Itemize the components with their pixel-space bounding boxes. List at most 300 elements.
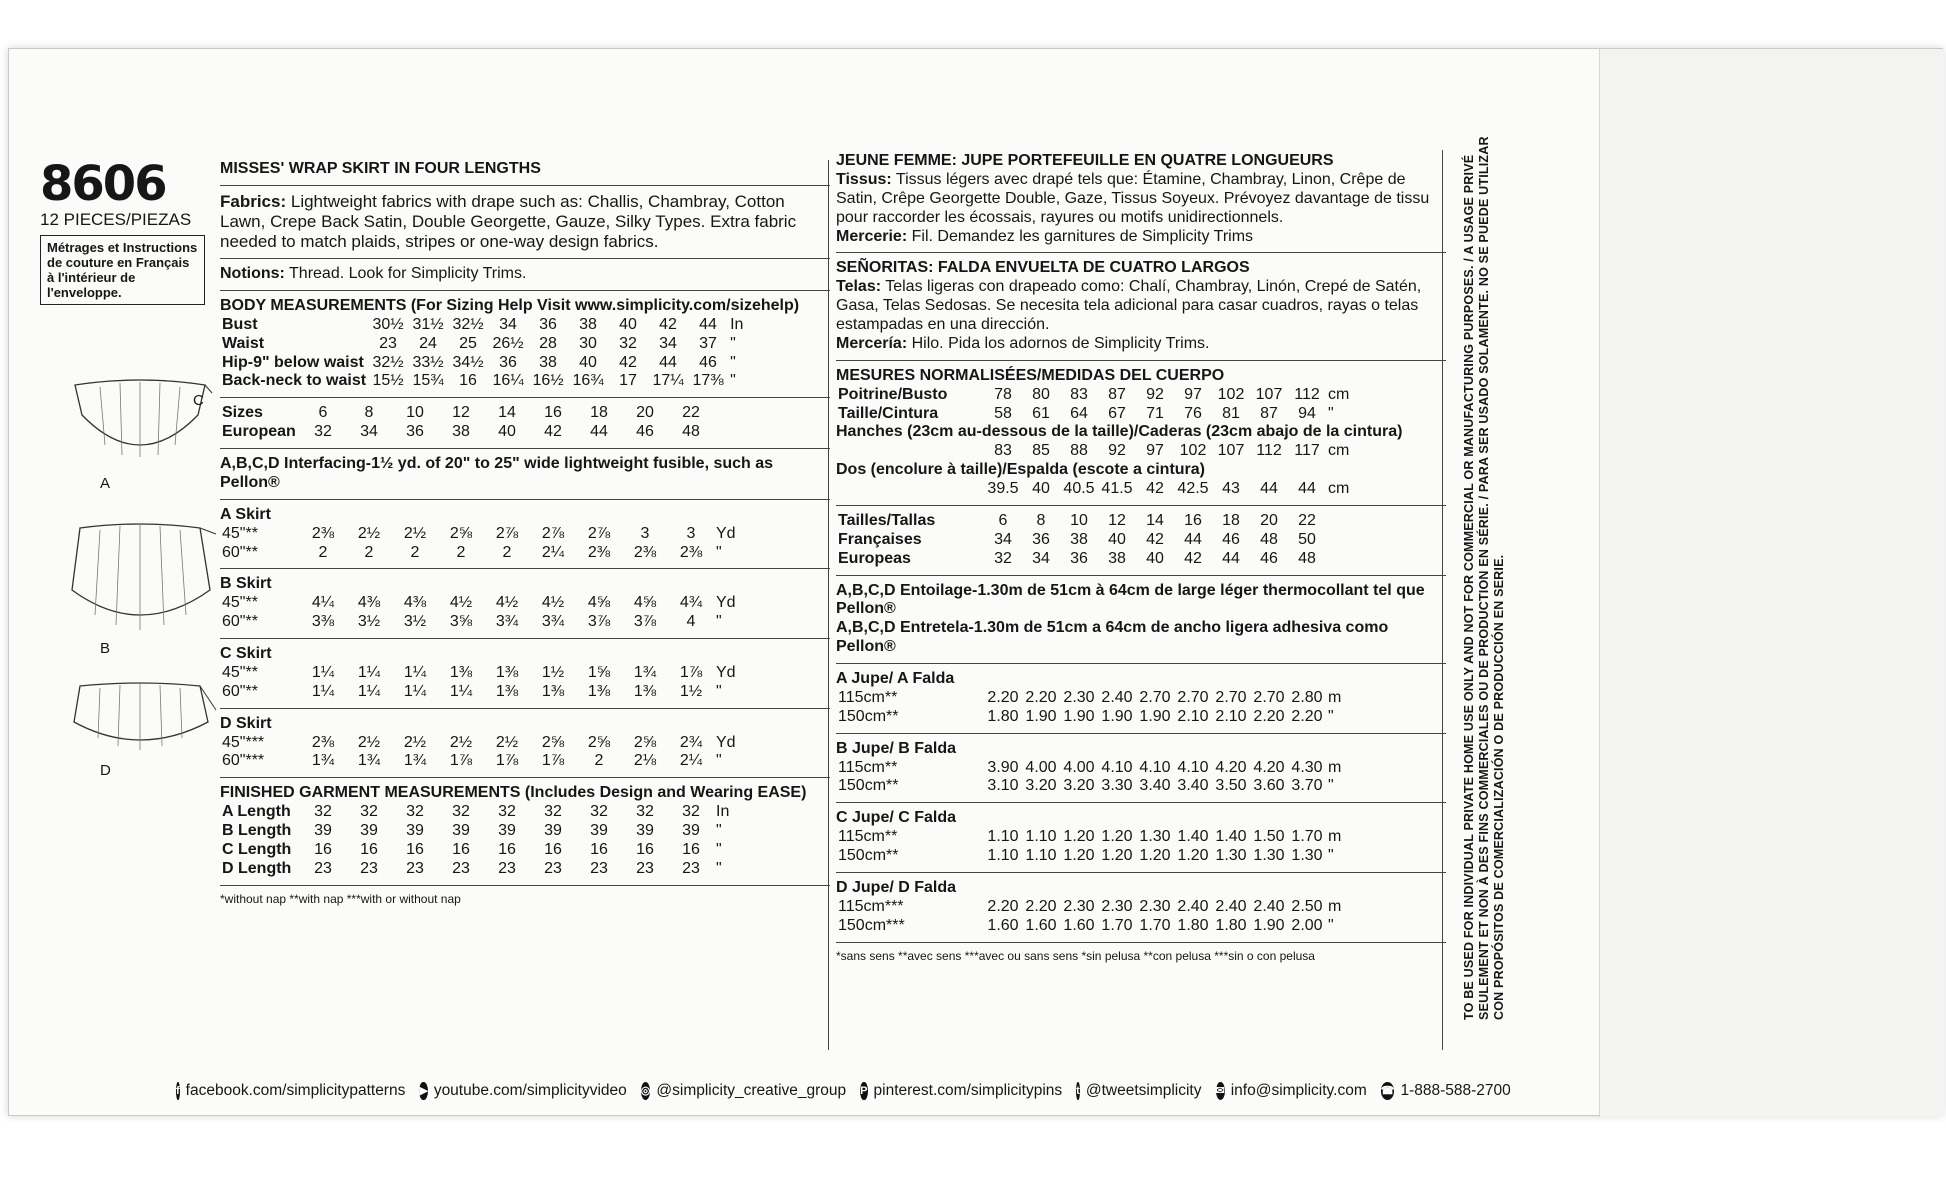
table-cell: 1.70 (1291, 828, 1323, 846)
unit-cell: " (716, 752, 722, 770)
table-cell: 4.20 (1215, 758, 1247, 776)
fabric-width: 150cm*** (838, 916, 905, 934)
yardage-table (836, 898, 1343, 936)
table-cell: 2.10 (1177, 707, 1209, 725)
table-cell: 6 (998, 511, 1008, 529)
table-row (220, 354, 745, 373)
table-cell: 1.80 (1177, 916, 1209, 934)
table-cell: 1½ (541, 663, 565, 681)
unit-cell (1326, 531, 1330, 550)
table-row (220, 752, 738, 771)
table-cell: 22 (1298, 511, 1316, 529)
table-cell: 2⅜ (587, 543, 611, 561)
table-cell: 34 (360, 423, 378, 441)
table-cell: 32 (619, 334, 637, 352)
telas-text: Telas ligeras con drapeado como: Chalí, Chambray, Linón, Crepé de Satén, Gasa, Telas Sedosas. Se necesita tela adicional para casar cuadros, rayas o telas estampadas en una dirección. (836, 278, 1422, 333)
table-cell: 39 (498, 822, 516, 840)
table-cell: 80 (1032, 385, 1050, 403)
table-cell: 40.5 (1063, 480, 1095, 497)
table-row (836, 386, 1351, 405)
table-cell: 2.30 (1139, 897, 1171, 915)
table-cell: 76 (1184, 404, 1202, 422)
yardage-view-heading: B Skirt (220, 575, 272, 593)
table-cell: 2⅝ (633, 733, 657, 751)
fabrics-text: Lightweight fabrics with drape such as: Challis, Chambray, Cotton Lawn, Crepe Back Satin, Double Georgette, Gauze, Silky Types. Extra fabric needed to match plaids, stripes or one-way design fabrics. (220, 191, 797, 251)
table-cell: 18 (590, 404, 608, 422)
table-cell: 2⅞ (587, 524, 611, 542)
unit-cell: " (1328, 777, 1334, 795)
social-footer (168, 1082, 1511, 1100)
table-row (220, 372, 745, 391)
tissus-text: Tissus légers avec drapé tels que: Étamine, Chambray, Linon, Crêpe de Satin, Crêpe Georgette Double, Gaze, Tissus Soyeux. Prévoyez davantage de tissu pour raccorder les écossais, rayures ou motifs unidirectionnels. (836, 170, 1430, 226)
table-cell: 2 (364, 543, 374, 561)
yardage-view-heading: A Jupe/ A Falda (836, 670, 955, 687)
table-cell: 36 (1070, 549, 1088, 567)
table-cell: 2.30 (1063, 897, 1095, 915)
table-cell: 97 (1184, 385, 1202, 403)
yardage-view-heading: B Jupe/ B Falda (836, 739, 957, 757)
table-row (220, 335, 745, 354)
fabric-width: 45"*** (222, 733, 265, 751)
table-cell: 40 (1032, 480, 1050, 497)
table-cell: 42 (1184, 549, 1202, 567)
french-spanish-column (836, 152, 1446, 963)
table-cell: 2.70 (1253, 688, 1285, 706)
legal-notice: TO BE USED FOR INDIVIDUAL PRIVATE HOME USE ONLY AND NOT FOR COMMERCIAL OR MANUFACTURING PURPOSES. / A USAGE PRIVÉ SEULEMENT ET NON À DES FINS COMMERCIALES OU DE PRODUCTION EN SÉRIE. / PARA SER USADO SOLAMENTE. NO SE PUEDE UTILIZAR CON PROPÓSITOS DE COMERCIALIZACIÓN O DE PRODUCCIÓN EN SERIE. (1462, 136, 1506, 1020)
table-cell: 38 (1070, 530, 1088, 548)
table-cell: 16¾ (572, 372, 604, 390)
table-cell: 40 (619, 315, 637, 333)
unit-cell: Yd (716, 733, 736, 751)
table-cell: 1¾ (357, 752, 381, 770)
pattern-info-column (40, 156, 220, 940)
finished-heading: FINISHED GARMENT MEASUREMENTS (Includes Design and Wearing EASE) (220, 784, 807, 802)
table-cell: 4½ (541, 594, 565, 612)
table-cell: 34 (499, 315, 517, 333)
table-cell: 112 (1256, 442, 1282, 460)
table-cell: 20 (1260, 511, 1278, 529)
table-cell: 1¼ (403, 663, 427, 681)
unit-cell: " (730, 372, 736, 390)
table-cell: 23 (498, 859, 516, 877)
row-label: Bust (222, 315, 258, 333)
row-label: A Length (222, 803, 291, 821)
table-cell: 40 (1146, 549, 1164, 567)
table-cell: 17 (619, 372, 637, 390)
table-cell: 8 (1036, 511, 1046, 529)
table-cell: 3 (640, 524, 650, 542)
table-cell: 1.90 (1139, 707, 1171, 725)
table-cell: 3.20 (1025, 777, 1057, 795)
yardage-view-heading: C Jupe/ C Falda (836, 809, 957, 827)
table-cell: 4¾ (679, 594, 703, 612)
table-cell: 42 (544, 423, 562, 441)
table-cell: 34½ (452, 353, 484, 371)
footer-link[interactable]: info@simplicity.com (1230, 1082, 1367, 1099)
table-cell: 38 (579, 315, 597, 333)
table-cell: 2⅜ (311, 733, 335, 751)
table-row (220, 594, 738, 613)
fabric-width: 150cm** (838, 777, 899, 795)
table-row (836, 512, 1330, 531)
dos-label: Dos (encolure à taille)/Espalda (escote a cintura) (836, 461, 1205, 479)
facebook-icon: f (176, 1082, 180, 1100)
table-cell: 2.50 (1291, 897, 1323, 915)
unit-cell: m (1328, 758, 1342, 776)
table-cell: 1.90 (1253, 916, 1285, 934)
unit-cell: " (730, 334, 736, 352)
table-cell: 12 (1108, 511, 1126, 529)
table-cell: 1.80 (1215, 916, 1247, 934)
table-cell: 2.30 (1063, 688, 1095, 706)
table-cell: 14 (498, 404, 516, 422)
unit-cell: " (716, 840, 722, 858)
table-cell: 1.30 (1291, 847, 1323, 864)
unit-cell: Yd (716, 663, 736, 681)
table-cell: 61 (1032, 404, 1050, 422)
table-cell: 8 (364, 404, 374, 422)
table-row (836, 777, 1343, 796)
table-cell: 3.90 (987, 758, 1019, 776)
table-cell: 1.20 (1101, 828, 1133, 846)
table-row (836, 442, 1351, 461)
table-cell: 1.30 (1139, 828, 1171, 846)
table-cell: 39 (590, 822, 608, 840)
body-measurements-heading: BODY MEASUREMENTS (For Sizing Help Visit www.simplicity.com/sizehelp) (220, 296, 800, 314)
table-cell: 2.20 (987, 688, 1019, 706)
table-cell: 3.70 (1291, 777, 1323, 795)
table-cell: 28 (539, 334, 557, 352)
table-cell: 42.5 (1177, 480, 1209, 497)
row-label: D Length (222, 859, 292, 877)
table-cell: 3.60 (1253, 777, 1285, 795)
table-cell: 16 (590, 840, 608, 858)
fabric-width: 60"** (222, 613, 258, 631)
table-cell: 83 (994, 442, 1012, 460)
entoilage-text: A,B,C,D Entoilage-1.30m de 51cm à 64cm de large léger thermocollant tel que Pellon® (836, 581, 1425, 618)
table-cell: 1⅜ (495, 682, 519, 700)
table-cell: 16 (544, 404, 562, 422)
table-cell: 3.30 (1101, 777, 1133, 795)
table-cell: 6 (318, 404, 328, 422)
table-cell: 87 (1108, 385, 1126, 403)
table-cell: 1.20 (1063, 847, 1095, 864)
hanches-label: Hanches (23cm au-dessous de la taille)/Caderas (23cm abajo de la cintura) (836, 423, 1403, 441)
table-cell: 1¾ (633, 663, 657, 681)
table-cell: 23 (452, 859, 470, 877)
yardage-section (220, 506, 830, 779)
table-cell: 32½ (452, 315, 484, 333)
table-cell: 40 (579, 353, 597, 371)
table-cell: 2¼ (541, 543, 565, 561)
footer-link[interactable]: @simplicity_creative_group (656, 1082, 847, 1099)
table-cell: 1.20 (1101, 847, 1133, 864)
table-cell: 1¼ (357, 663, 381, 681)
table-cell: 2.40 (1253, 897, 1285, 915)
table-cell: 40 (498, 423, 516, 441)
table-cell: 43 (1222, 480, 1240, 497)
table-cell: 1.60 (987, 916, 1019, 934)
table-row (220, 803, 731, 822)
unit-cell: " (1328, 404, 1334, 422)
unit-cell: m (1328, 828, 1342, 846)
table-cell: 24 (419, 334, 437, 352)
table-cell: 2¼ (679, 752, 703, 770)
merceria-text: Hilo. Pida los adornos de Simplicity Trims. (911, 334, 1210, 352)
table-cell: 46 (699, 353, 717, 371)
view-b-label: B (100, 640, 111, 657)
table-cell: 38 (452, 423, 470, 441)
table-cell: 36 (406, 423, 424, 441)
table-row (220, 734, 738, 753)
table-cell: 85 (1032, 442, 1050, 460)
row-label: Waist (222, 334, 265, 352)
table-cell: 3.40 (1139, 777, 1171, 795)
pinterest-icon: P (860, 1082, 867, 1100)
table-cell: 4.30 (1291, 758, 1323, 776)
table-cell: 30 (579, 334, 597, 352)
table-cell: 67 (1108, 404, 1126, 422)
table-cell: 23 (360, 859, 378, 877)
footer-link[interactable]: @tweetsimplicity (1085, 1082, 1202, 1099)
table-cell: 31½ (412, 315, 444, 333)
table-cell: 2.10 (1215, 707, 1247, 725)
table-cell: 2⅞ (541, 524, 565, 542)
fabric-width: 60"*** (222, 752, 265, 770)
entretela-text: A,B,C,D Entretela-1.30m de 51cm a 64cm de ancho ligera adhesiva como Pellon® (836, 619, 1389, 656)
table-cell: 32 (452, 803, 470, 821)
table-cell: 2 (318, 543, 328, 561)
table-row (220, 423, 718, 442)
table-cell: 4.00 (1063, 758, 1095, 776)
table-cell: 44 (699, 315, 717, 333)
table-cell: 48 (1298, 549, 1316, 567)
table-cell: 92 (1146, 385, 1164, 403)
table-cell: 4.20 (1253, 758, 1285, 776)
mercerie-label: Mercerie: (836, 227, 908, 245)
table-cell: 1.20 (1063, 828, 1095, 846)
table-cell: 1½ (679, 682, 703, 700)
table-cell: 32 (636, 803, 654, 821)
table-cell: 2⅜ (679, 543, 703, 561)
table-cell: 39.5 (987, 480, 1019, 497)
english-column (220, 160, 830, 906)
table-cell: 4.10 (1177, 758, 1209, 776)
table-cell: 2.70 (1177, 688, 1209, 706)
table-cell: 40 (1108, 530, 1126, 548)
table-row (836, 405, 1351, 424)
table-cell: 1⅝ (587, 663, 611, 681)
unit-cell: " (1328, 707, 1334, 725)
table-cell: 1⅜ (541, 682, 565, 700)
row-label: Back-neck to waist (222, 372, 367, 390)
footer-link[interactable]: pinterest.com/simplicitypins (873, 1082, 1063, 1099)
table-cell: 38 (539, 353, 557, 371)
table-cell: 2 (410, 543, 420, 561)
unit-cell: cm (1328, 442, 1350, 460)
english-title: MISSES' WRAP SKIRT IN FOUR LENGTHS (220, 160, 541, 177)
table-cell: 117 (1294, 442, 1320, 460)
table-cell: 39 (360, 822, 378, 840)
table-cell: 1.50 (1253, 828, 1285, 846)
table-cell: 3¾ (495, 613, 519, 631)
table-cell: 44 (1260, 480, 1278, 497)
table-cell: 16 (459, 372, 477, 390)
table-cell: 2½ (449, 733, 473, 751)
table-cell: 3⅜ (311, 613, 335, 631)
table-row (220, 404, 718, 423)
row-label: European (222, 423, 296, 441)
table-cell: 81 (1222, 404, 1240, 422)
table-cell: 1.30 (1253, 847, 1285, 864)
table-row (836, 708, 1343, 727)
body-measurements-table (220, 316, 745, 392)
table-cell: 2⅜ (633, 543, 657, 561)
unit-cell: Yd (716, 594, 736, 612)
row-label: Françaises (838, 530, 922, 548)
table-cell: 2.00 (1291, 916, 1323, 934)
unit-cell: Yd (716, 524, 736, 542)
table-cell: 32 (360, 803, 378, 821)
table-row (220, 860, 731, 879)
table-cell: 4½ (495, 594, 519, 612)
footer-link[interactable]: facebook.com/simplicitypatterns (185, 1082, 406, 1099)
table-cell: 102 (1217, 385, 1245, 403)
phone-icon: ☎ (1381, 1082, 1395, 1100)
table-cell: 1.60 (1063, 916, 1095, 934)
row-label: Europeas (838, 549, 911, 567)
hanches-table (836, 442, 1351, 461)
table-row (220, 664, 738, 683)
table-cell: 64 (1070, 404, 1088, 422)
table-row (836, 898, 1343, 917)
table-cell: 3¾ (541, 613, 565, 631)
table-cell: 1.20 (1177, 847, 1209, 864)
table-cell: 2 (594, 752, 604, 770)
table-cell: 71 (1146, 404, 1164, 422)
table-cell: 23 (379, 334, 397, 352)
table-cell: 1⅜ (495, 663, 519, 681)
table-cell: 30½ (372, 315, 404, 333)
table-cell: 44 (590, 423, 608, 441)
table-cell: 3⅞ (633, 613, 657, 631)
table-cell: 42 (1146, 480, 1164, 497)
table-cell: 2¾ (679, 733, 703, 751)
table-cell: 1¼ (403, 682, 427, 700)
table-cell: 39 (544, 822, 562, 840)
mesures-table (836, 386, 1351, 424)
row-label: Hip-9" below waist (222, 353, 364, 371)
footer-link[interactable]: 1-888-588-2700 (1400, 1082, 1511, 1099)
yardage-view-heading: A Skirt (220, 505, 271, 523)
table-cell: 1¼ (311, 682, 335, 700)
table-cell: 2½ (495, 733, 519, 751)
table-cell: 32 (994, 549, 1012, 567)
yardage-table (836, 689, 1343, 727)
table-row (220, 544, 738, 563)
table-cell: 1.80 (987, 707, 1019, 725)
table-cell: 2½ (357, 524, 381, 542)
notions-text: Thread. Look for Simplicity Trims. (289, 265, 527, 283)
table-cell: 34 (1032, 549, 1050, 567)
table-cell: 22 (682, 404, 700, 422)
yardage-view-heading: D Skirt (220, 714, 272, 732)
fabric-width: 45"** (222, 524, 258, 542)
fabric-width: 150cm** (838, 707, 899, 725)
table-cell: 16 (360, 840, 378, 858)
table-cell: 1¼ (357, 682, 381, 700)
table-cell: 2½ (403, 524, 427, 542)
fabric-width: 45"** (222, 663, 258, 681)
table-row (220, 613, 738, 632)
table-cell: 39 (636, 822, 654, 840)
unit-cell (714, 404, 718, 423)
table-cell: 12 (452, 404, 470, 422)
fabric-width: 60"** (222, 682, 258, 700)
table-cell: 4⅝ (633, 594, 657, 612)
table-cell: 2 (502, 543, 512, 561)
table-cell: 4⅝ (587, 594, 611, 612)
fabric-width: 115cm** (838, 758, 898, 776)
table-cell: 97 (1146, 442, 1164, 460)
row-label: B Length (222, 822, 292, 840)
table-cell: 44 (1298, 480, 1316, 497)
notions-label: Notions: (220, 265, 285, 283)
unit-cell: cm (1328, 385, 1350, 403)
table-cell: 3⅝ (449, 613, 473, 631)
table-cell: 16 (498, 840, 516, 858)
table-cell: 2 (456, 543, 466, 561)
table-cell: 42 (619, 353, 637, 371)
table-cell: 38 (1108, 549, 1126, 567)
table-cell: 3.50 (1215, 777, 1247, 795)
fabric-width: 45"** (222, 594, 258, 612)
view-d-label: D (100, 762, 111, 779)
row-label (836, 480, 984, 499)
footer-link[interactable]: youtube.com/simplicityvideo (433, 1082, 627, 1099)
table-cell: 2.70 (1215, 688, 1247, 706)
table-cell: 23 (590, 859, 608, 877)
table-cell: 1.20 (1139, 847, 1171, 864)
table-cell: 1¼ (311, 663, 335, 681)
yardage-table (220, 594, 738, 632)
table-cell: 23 (636, 859, 654, 877)
table-cell: 16 (1184, 511, 1202, 529)
table-cell: 4¼ (311, 594, 335, 612)
table-cell: 3.10 (987, 777, 1019, 795)
table-cell: 1.60 (1025, 916, 1057, 934)
unit-cell: " (716, 682, 722, 700)
row-label: Sizes (222, 404, 263, 422)
table-cell: 16 (682, 840, 700, 858)
sens-note: *sans sens **avec sens ***avec ou sans sens *sin pelusa **con pelusa ***sin o con pelusa (836, 948, 1315, 963)
table-cell: 16½ (532, 372, 564, 390)
table-row (836, 480, 1351, 499)
table-cell: 4 (686, 613, 696, 631)
table-cell: 15½ (372, 372, 404, 390)
table-cell: 39 (682, 822, 700, 840)
unit-cell: " (716, 822, 722, 840)
table-cell: 48 (1260, 530, 1278, 548)
yardage-table (220, 525, 738, 563)
table-cell: 32 (314, 423, 332, 441)
table-cell: 83 (1070, 385, 1088, 403)
unit-cell: cm (1328, 480, 1350, 497)
table-cell: 2½ (357, 733, 381, 751)
view-a-label: A (100, 475, 111, 492)
table-cell: 1⅜ (587, 682, 611, 700)
tissus-label: Tissus: (836, 170, 892, 188)
